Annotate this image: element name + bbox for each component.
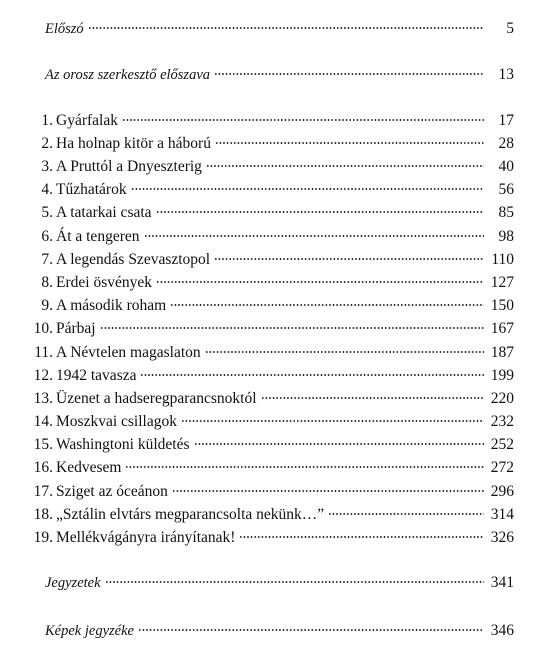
chapter-number: 12. [33,367,53,384]
entry-page: 346 [490,622,514,639]
dot-leader [105,576,484,584]
entry-title: Mellékvágányra irányítanak! [56,529,236,546]
dot-leader [170,299,484,307]
chapter-number: 5. [41,204,53,221]
dot-leader [100,322,484,330]
dot-leader [239,531,484,539]
entry-page: 326 [490,529,514,546]
chapter-number: 11. [34,344,53,361]
entry-title: A legendás Szevasztopol [56,251,211,268]
entry-title: Jegyzetek [45,575,101,591]
toc-entry-chapter-18 [32,504,514,526]
dot-leader [328,508,484,516]
dot-leader [181,415,484,423]
dot-leader [156,276,484,284]
entry-page: 296 [490,483,514,500]
chapter-number: 10. [33,320,53,337]
entry-title: Párbaj [56,320,96,337]
dot-leader [156,206,484,214]
entry-page: 13 [498,66,514,83]
entry-page: 40 [498,158,514,175]
entry-page: 110 [491,251,514,268]
entry-page: 98 [498,228,514,245]
dot-leader [194,438,485,446]
chapter-number: 16. [33,459,53,476]
entry-title: Előszó [45,21,84,37]
entry-page: 127 [490,274,514,291]
dot-leader [88,22,484,30]
toc-entry-chapter-16 [32,457,514,479]
entry-page: 85 [498,204,514,221]
entry-title: A Névtelen magaslaton [56,344,201,361]
entry-title: Sziget az óceánon [56,483,168,500]
chapter-number: 19. [33,529,53,546]
entry-title: A Pruttól a Dnyeszterig [56,158,202,175]
entry-page: 272 [490,459,514,476]
toc-entry-chapter-14 [32,411,514,433]
chapter-number: 13. [33,390,53,407]
dot-leader [122,114,484,122]
dot-leader [214,68,484,76]
entry-title: Az orosz szerkesztő előszava [45,67,211,83]
dot-leader [125,461,484,469]
chapter-number: 15. [33,436,53,453]
toc-entry-chapter-5 [32,202,514,224]
entry-title: Üzenet a hadseregparancsnoktól [56,390,257,407]
dot-leader [172,485,484,493]
chapter-number: 2. [41,135,53,152]
entry-title: Ha holnap kitör a háború [56,135,211,152]
entry-page: 199 [490,367,514,384]
toc-entry-notes [32,572,514,594]
chapter-number: 18. [33,506,53,523]
entry-page: 232 [490,413,514,430]
chapter-number: 7. [41,251,53,268]
toc-entry-chapter-6 [32,226,514,248]
entry-title: Át a tengeren [56,228,140,245]
entry-page: 252 [490,436,514,453]
entry-page: 5 [506,20,514,37]
toc-entry-chapter-1 [32,110,514,132]
dot-leader [131,183,484,191]
entry-page: 17 [498,112,514,129]
entry-title: Washingtoni küldetés [56,436,190,453]
toc-entry-chapter-3 [32,156,514,178]
entry-title: „Sztálin elvtárs megparancsolta nekünk…” [56,506,325,523]
dot-leader [144,230,485,238]
chapter-number: 1. [41,112,53,129]
entry-page: 150 [490,297,514,314]
entry-title: Kedvesem [56,459,122,476]
dot-leader [215,137,484,145]
toc-entry-chapter-9 [32,295,514,317]
chapter-number: 8. [41,274,53,291]
entry-title: Képek jegyzéke [45,623,134,639]
chapter-number: 17. [33,483,53,500]
chapter-number: 4. [41,181,53,198]
toc-entry-chapter-10 [32,318,514,340]
toc-entry-chapter-13 [32,388,514,410]
entry-page: 220 [490,390,514,407]
entry-title: Tűzhatárok [56,181,127,198]
entry-page: 314 [490,506,514,523]
chapter-number: 3. [41,158,53,175]
toc-entry-chapter-4 [32,179,514,201]
entry-page: 341 [490,574,514,591]
toc-entry-chapter-11 [32,342,514,364]
toc-entry-foreword [32,18,514,40]
entry-title: Moszkvai csillagok [56,413,177,430]
dot-leader [138,624,484,632]
dot-leader [206,160,484,168]
dot-leader [140,369,484,377]
toc-entry-chapter-2 [32,133,514,155]
entry-title: Gyárfalak [56,112,118,129]
dot-leader [214,253,484,261]
entry-page: 167 [490,320,514,337]
toc-entry-editor-foreword [32,64,514,86]
entry-page: 56 [498,181,514,198]
entry-title: A második roham [56,297,167,314]
entry-title: A tatarkai csata [56,204,152,221]
entry-page: 187 [490,344,514,361]
toc-entry-image-list [32,620,514,642]
chapter-number: 14. [33,413,53,430]
toc-entry-chapter-15 [32,434,514,456]
chapter-number: 9. [41,297,53,314]
dot-leader [261,392,484,400]
chapter-number: 6. [41,228,53,245]
entry-page: 28 [498,135,514,152]
toc-entry-chapter-8 [32,272,514,294]
entry-title: Erdei ösvények [56,274,152,291]
toc-entry-chapter-17 [32,481,514,503]
toc-entry-chapter-7 [32,249,514,271]
dot-leader [205,346,484,354]
entry-title: 1942 tavasza [56,367,137,384]
toc-entry-chapter-12 [32,365,514,387]
toc-entry-chapter-19 [32,527,514,549]
